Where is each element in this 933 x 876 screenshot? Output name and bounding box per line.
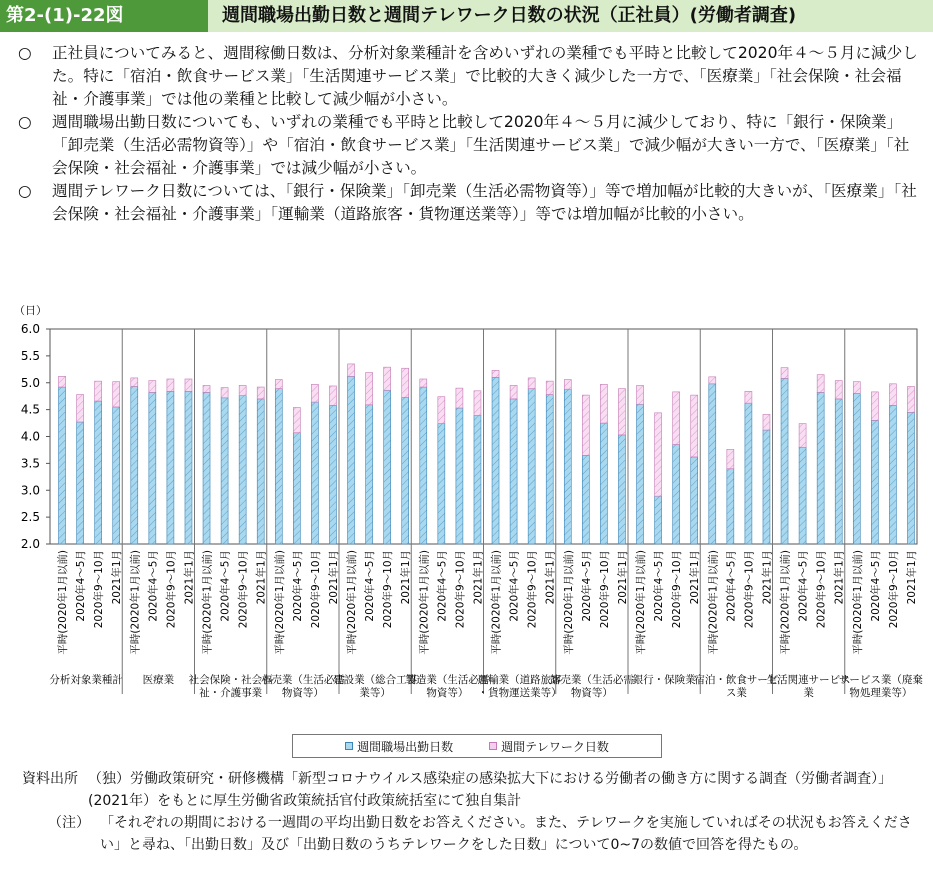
summary-item xyxy=(18,180,918,226)
bar-office-days xyxy=(727,469,734,544)
bar-office-days xyxy=(438,424,445,544)
bar-office-days xyxy=(329,405,336,544)
bar-office-days xyxy=(618,435,625,544)
bar-telework-days xyxy=(275,380,282,389)
bar-telework-days xyxy=(528,378,535,389)
x-period-label: 2020年4～5月 xyxy=(725,550,738,622)
bar-telework-days xyxy=(673,392,680,445)
bar-telework-days xyxy=(203,385,210,392)
x-period-label: 2020年4～5月 xyxy=(869,550,882,622)
x-group-label: 小売業（生活必需物資等） xyxy=(260,674,345,699)
bar-office-days xyxy=(853,394,860,545)
x-period-label: 2020年4～5月 xyxy=(219,550,232,622)
y-tick-label: 4.0 xyxy=(20,429,40,444)
bar-telework-days xyxy=(438,397,445,424)
legend-label-office: 週間職場出勤日数 xyxy=(357,739,454,754)
bar-office-days xyxy=(600,423,607,544)
bar-telework-days xyxy=(185,379,192,391)
y-tick-label: 3.5 xyxy=(20,456,40,471)
source-body: （独）労働政策研究・研修機構「新型コロナウイルス感染症の感染拡大下における労働者の働き方に関する調査（労働者調査）」(2021年）をもとに厚生労働省政策統括官付政策統括室にて独自集計 xyxy=(88,771,893,809)
bar-telework-days xyxy=(95,381,102,401)
bar-telework-days xyxy=(131,378,138,387)
x-period-label: 平時(2020年1月以前) xyxy=(129,550,142,655)
bar-office-days xyxy=(799,447,806,544)
footnote xyxy=(22,812,922,856)
x-period-label: 平時(2020年1月以前) xyxy=(851,550,864,655)
bar-telework-days xyxy=(709,377,716,384)
y-tick-label: 5.5 xyxy=(20,348,40,363)
footnote-body: 「それぞれの期間における一週間の平均出勤日数をお答えください。また、テレワークを実施していればその状況もお答えください」と尋ね、「出勤日数」及び「出勤日数のうちテレワークをした日数」について0~7の数値で回答を得たもの。 xyxy=(100,815,912,853)
bar-office-days xyxy=(691,457,698,544)
x-period-label: 2020年4～5月 xyxy=(580,550,593,622)
bar-telework-days xyxy=(402,368,409,397)
summary-item xyxy=(18,42,918,111)
x-group-label: 社会保険・社会福祉・介護事業 xyxy=(188,674,273,699)
bar-office-days xyxy=(420,387,427,544)
x-period-label: 2020年9～10月 xyxy=(165,550,178,629)
x-period-label: 2020年9～10月 xyxy=(598,550,611,629)
x-period-label: 2020年4～5月 xyxy=(75,550,88,622)
bar-office-days xyxy=(637,404,644,544)
bar-telework-days xyxy=(510,385,517,398)
bar-office-days xyxy=(77,422,84,544)
bar-telework-days xyxy=(348,364,355,376)
bar-telework-days xyxy=(799,424,806,448)
bullet-mark: ○ xyxy=(18,113,32,131)
bar-office-days xyxy=(149,392,156,544)
bar-office-days xyxy=(402,397,409,544)
bullet-mark: ○ xyxy=(18,182,32,200)
bar-office-days xyxy=(239,396,246,544)
x-group-label: 生活関連サービス業 xyxy=(766,674,851,699)
bar-telework-days xyxy=(618,389,625,435)
bar-telework-days xyxy=(474,391,481,416)
x-period-label: 2020年4～5月 xyxy=(653,550,666,622)
x-period-label: 2020年9～10月 xyxy=(382,550,395,629)
bar-telework-days xyxy=(456,388,463,408)
x-period-label: 2021年1月 xyxy=(472,550,485,605)
x-period-label: 2021年1月 xyxy=(689,550,702,605)
x-group-label: 卸売業（生活必需物資等） xyxy=(549,674,634,699)
bar-telework-days xyxy=(691,395,698,457)
y-tick-label: 3.0 xyxy=(20,483,40,498)
y-tick-label: 5.0 xyxy=(20,375,40,390)
bar-telework-days xyxy=(149,381,156,393)
x-group-label: 銀行・保険業 xyxy=(632,674,696,686)
bar-telework-days xyxy=(293,407,300,432)
x-period-label: 2021年1月 xyxy=(544,550,557,605)
bar-telework-days xyxy=(889,384,896,406)
x-period-label: 2021年1月 xyxy=(400,550,413,605)
x-period-label: 2021年1月 xyxy=(833,550,846,605)
x-group-label: 分析対象業種計 xyxy=(49,674,123,686)
figure-header xyxy=(0,0,933,32)
x-period-label: 2020年4～5月 xyxy=(436,550,449,622)
x-group-label: 運輸業（道路旅客・貨物運送業等） xyxy=(477,674,562,699)
source-note xyxy=(22,768,922,812)
bar-telework-days xyxy=(871,392,878,420)
x-group-label: 建設業（総合工事業等） xyxy=(333,674,418,699)
bar-office-days xyxy=(871,420,878,544)
bar-telework-days xyxy=(727,449,734,468)
x-period-label: 平時(2020年1月以前) xyxy=(346,550,359,655)
x-period-label: 平時(2020年1月以前) xyxy=(490,550,503,655)
x-period-label: 平時(2020年1月以前) xyxy=(201,550,214,655)
x-period-label: 2020年4～5月 xyxy=(508,550,521,622)
x-period-label: 平時(2020年1月以前) xyxy=(635,550,648,655)
bar-office-days xyxy=(456,408,463,544)
bar-office-days xyxy=(763,430,770,544)
x-period-label: 平時(2020年1月以前) xyxy=(707,550,720,655)
x-period-label: 2020年9～10月 xyxy=(887,550,900,629)
summary-text xyxy=(18,42,918,226)
x-period-label: 2020年9～10月 xyxy=(93,550,106,629)
bar-telework-days xyxy=(384,367,391,390)
bar-telework-days xyxy=(239,385,246,395)
x-period-label: 2021年1月 xyxy=(183,550,196,605)
source-heading: 資料出所 xyxy=(22,771,78,787)
summary-paragraph: 正社員についてみると、週間稼働日数は、分析対象業種計を含めいずれの業種でも平時と比較して2020年４～５月に減少した。特に「宿泊・飲食サービス業」「生活関連サービス業」で比較的大きく減少した一方で、「医療業」「社会保険・社会福祉・介護事業」では他の業種と比較して減少幅が小さい。 xyxy=(52,44,918,108)
legend-swatch-telework xyxy=(489,742,497,750)
y-axis-unit-label: （日） xyxy=(14,304,47,317)
bar-telework-days xyxy=(492,370,499,377)
bar-telework-days xyxy=(257,387,264,399)
bar-telework-days xyxy=(420,379,427,387)
bar-office-days xyxy=(185,391,192,544)
bar-telework-days xyxy=(817,375,824,393)
bar-telework-days xyxy=(329,386,336,405)
bar-office-days xyxy=(510,399,517,544)
notes-section xyxy=(22,768,922,856)
bar-office-days xyxy=(113,407,120,544)
bar-office-days xyxy=(817,392,824,544)
summary-paragraph: 週間職場出勤日数についても、いずれの業種でも平時と比較して2020年４～５月に減少しており、特に「銀行・保険業」「卸売業（生活必需物資等）」や「宿泊・飲食サービス業」「生活関連サービス業」で減少幅が大きい一方で、「医療業」「社会保険・社会福祉・介護事業」では減少幅が小さい。 xyxy=(52,113,910,177)
summary-paragraph: 週間テレワーク日数については、「銀行・保険業」「卸売業（生活必需物資等）」等で増加幅が比較的大きいが、「医療業」「社会保険・社会福祉・介護事業」「運輸業（道路旅客・貨物運送業等）」等では増加幅が比較的小さい。 xyxy=(52,182,917,223)
bar-office-days xyxy=(293,433,300,544)
bar-telework-days xyxy=(221,388,228,398)
x-period-label: 2020年4～5月 xyxy=(364,550,377,622)
bar-telework-days xyxy=(655,413,662,496)
bar-office-days xyxy=(203,392,210,544)
summary-item xyxy=(18,111,918,180)
legend-item-office xyxy=(345,738,453,755)
bar-office-days xyxy=(745,403,752,544)
bar-telework-days xyxy=(853,382,860,394)
y-tick-label: 4.5 xyxy=(20,402,40,417)
bar-office-days xyxy=(709,384,716,544)
bar-office-days xyxy=(366,405,373,544)
bar-office-days xyxy=(257,399,264,544)
bar-office-days xyxy=(673,445,680,544)
bar-office-days xyxy=(546,395,553,544)
bar-office-days xyxy=(528,389,535,544)
chart-legend xyxy=(292,734,662,758)
bar-telework-days xyxy=(311,384,318,402)
bar-office-days xyxy=(889,405,896,544)
legend-label-telework: 週間テレワーク日数 xyxy=(501,739,609,754)
bar-telework-days xyxy=(546,381,553,394)
x-period-label: 2021年1月 xyxy=(255,550,268,605)
x-period-label: 2020年9～10月 xyxy=(526,550,539,629)
figure-number: 第2-(1)-22図 xyxy=(0,0,208,32)
stacked-bar-chart xyxy=(0,300,933,720)
x-period-label: 2021年1月 xyxy=(327,550,340,605)
legend-item-telework xyxy=(489,738,609,755)
x-period-label: 2020年9～10月 xyxy=(237,550,250,629)
figure-title: 週間職場出勤日数と週間テレワーク日数の状況（正社員）(労働者調査) xyxy=(208,0,933,32)
bar-telework-days xyxy=(77,395,84,422)
x-period-label: 2021年1月 xyxy=(761,550,774,605)
x-period-label: 2020年9～10月 xyxy=(454,550,467,629)
bar-office-days xyxy=(167,391,174,544)
x-period-label: 平時(2020年1月以前) xyxy=(779,550,792,655)
bar-telework-days xyxy=(745,391,752,403)
bar-office-days xyxy=(492,377,499,544)
x-period-label: 2020年9～10月 xyxy=(743,550,756,629)
x-period-label: 平時(2020年1月以前) xyxy=(562,550,575,655)
bar-office-days xyxy=(275,389,282,544)
x-period-label: 2021年1月 xyxy=(616,550,629,605)
bar-office-days xyxy=(348,376,355,544)
bar-telework-days xyxy=(907,387,914,413)
x-group-label: 製造業（生活必需物資等） xyxy=(405,674,490,699)
bullet-mark: ○ xyxy=(18,44,32,62)
bar-telework-days xyxy=(835,381,842,399)
bar-office-days xyxy=(95,401,102,544)
bar-office-days xyxy=(781,378,788,544)
legend-swatch-office xyxy=(345,742,353,750)
x-period-label: 平時(2020年1月以前) xyxy=(273,550,286,655)
bar-office-days xyxy=(311,402,318,544)
x-period-label: 2020年9～10月 xyxy=(815,550,828,629)
bar-telework-days xyxy=(582,395,589,455)
x-period-label: 平時(2020年1月以前) xyxy=(418,550,431,655)
bar-telework-days xyxy=(167,379,174,391)
bar-telework-days xyxy=(113,382,120,407)
bar-telework-days xyxy=(763,414,770,430)
x-group-label: 医療業 xyxy=(142,674,175,686)
bar-office-days xyxy=(131,387,138,544)
bar-telework-days xyxy=(600,384,607,423)
bar-telework-days xyxy=(637,385,644,404)
bar-office-days xyxy=(384,390,391,544)
bar-office-days xyxy=(907,412,914,544)
x-period-label: 2020年4～5月 xyxy=(291,550,304,622)
bar-office-days xyxy=(221,398,228,544)
bar-office-days xyxy=(835,399,842,544)
bar-office-days xyxy=(582,455,589,544)
bar-office-days xyxy=(564,389,571,544)
x-period-label: 2020年9～10月 xyxy=(309,550,322,629)
x-period-label: 2020年9～10月 xyxy=(671,550,684,629)
x-period-label: 2021年1月 xyxy=(905,550,918,605)
y-tick-label: 6.0 xyxy=(20,322,40,336)
bar-telework-days xyxy=(366,373,373,405)
footnote-heading: （注） xyxy=(48,815,90,831)
bar-telework-days xyxy=(564,380,571,390)
x-period-label: 平時(2020年1月以前) xyxy=(57,550,70,655)
bar-telework-days xyxy=(781,368,788,379)
x-period-label: 2020年4～5月 xyxy=(147,550,160,622)
y-tick-label: 2.0 xyxy=(20,537,40,551)
bar-telework-days xyxy=(59,376,66,387)
bar-office-days xyxy=(59,387,66,544)
x-period-label: 2021年1月 xyxy=(111,550,124,605)
y-tick-label: 2.5 xyxy=(20,510,40,525)
bar-office-days xyxy=(474,416,481,544)
x-group-label: サービス業（廃棄物処理業等） xyxy=(838,674,923,699)
x-period-label: 2020年4～5月 xyxy=(797,550,810,622)
bar-office-days xyxy=(655,496,662,544)
x-group-label: 宿泊・飲食サービス業 xyxy=(694,674,779,699)
